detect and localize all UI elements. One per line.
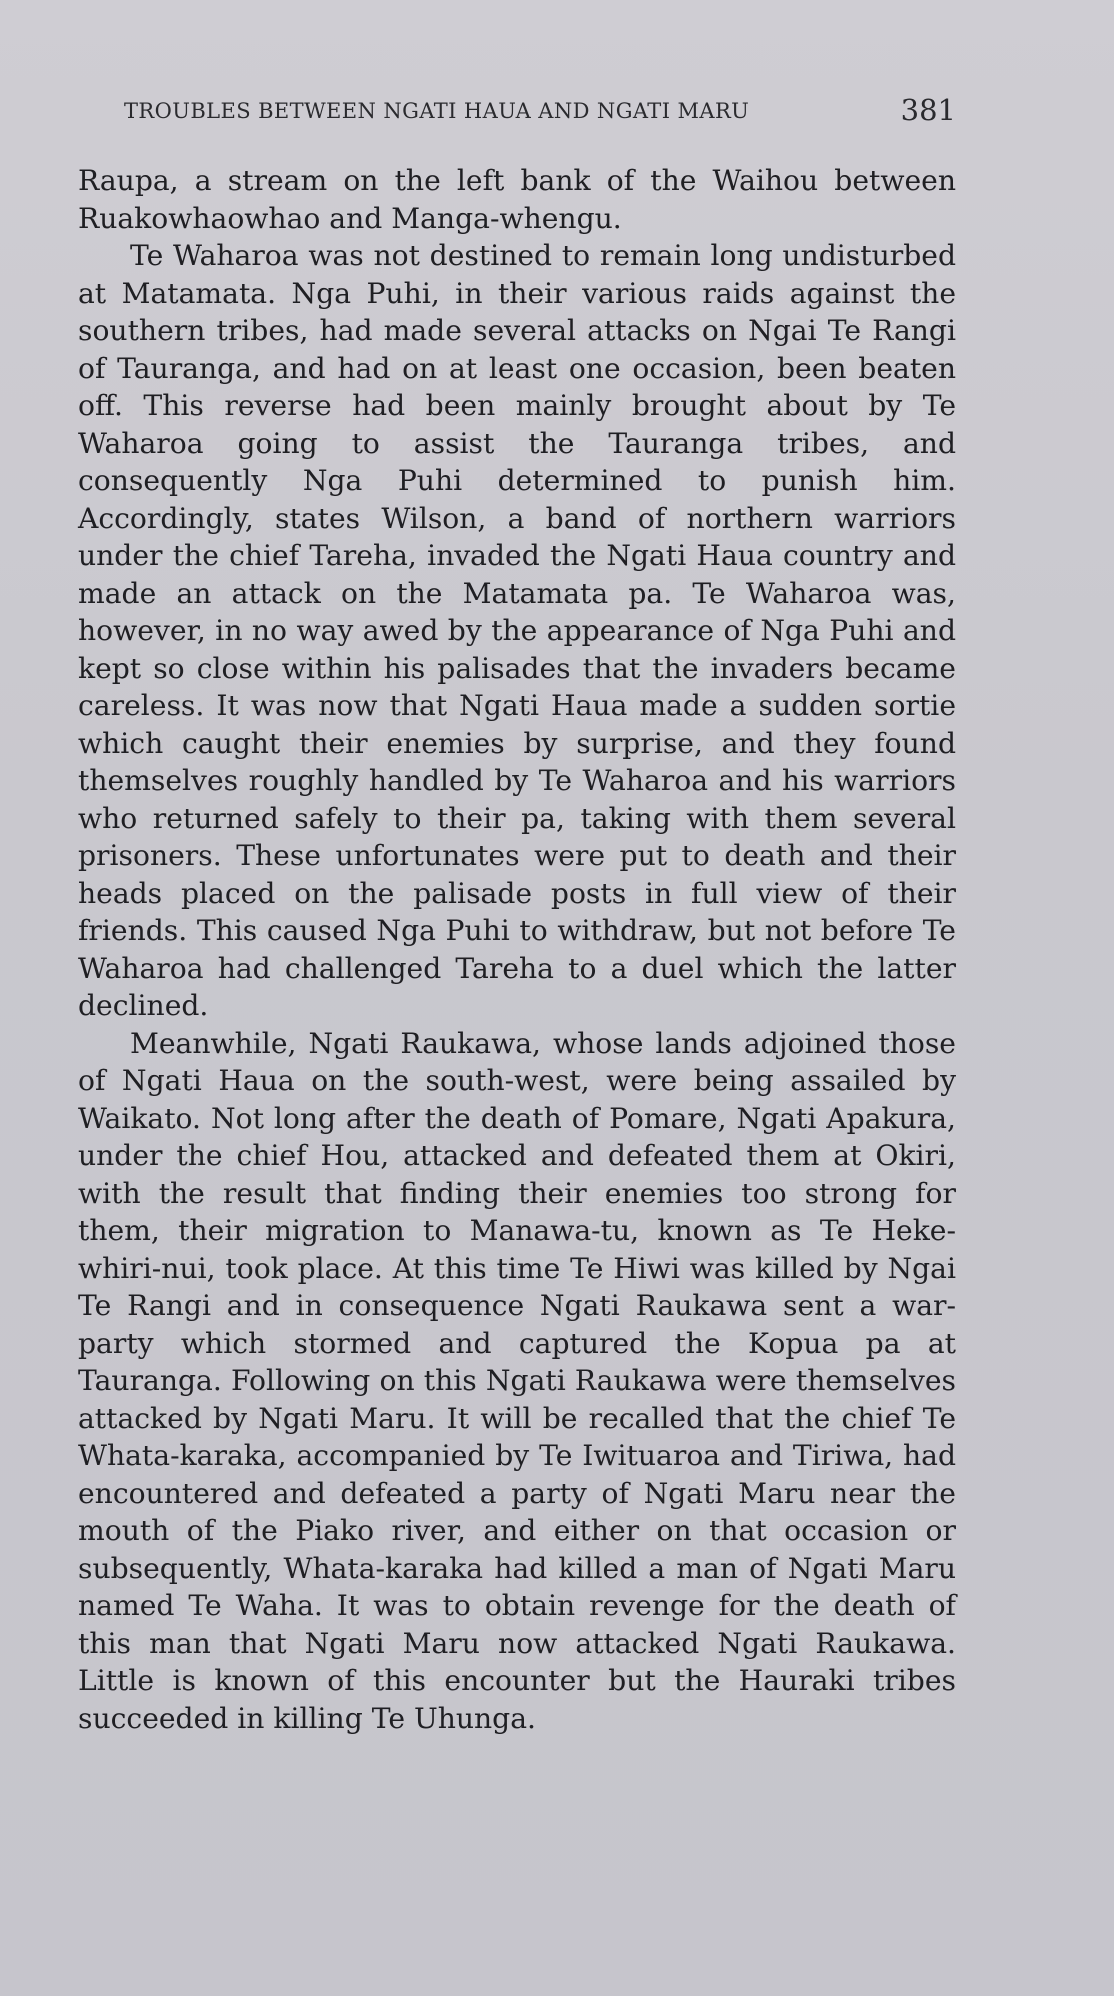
paragraph-te-waharoa: Te Waharoa was not destined to remain long undisturbed at Matamata. Nga Puhi, in their various raids against the southern tribes, had made several attacks on Ngai Te Rangi of Tauranga, and had on at least one occasion, been beaten off. This reverse had been mainly brought about by Te Waharoa going to assist the Tauranga tribes, and consequently Nga Puhi determined to punish him. Accordingly, states Wilson, a band of northern warriors under the chief Tareha, invaded the Ngati Haua country and made an attack on the Matamata pa. Te Waharoa was, however, in no way awed by the appearance of Nga Puhi and kept so close within his palisades that the invaders became careless. It was now that Ngati Haua made a sudden sortie which caught their enemies by surprise, and they found themselves roughly handled by Te Waharoa and his warriors who returned safely to their pa, taking with them several prisoners. These unfortunates were put to death and their heads placed on the palisade posts in full view of their friends. This caused Nga Puhi to withdraw, but not before Te Waharoa had challenged Tareha to a duel which the latter declined. [78, 239, 956, 1022]
running-head [124, 93, 956, 133]
paragraph-ngati-raukawa: Meanwhile, Ngati Raukawa, whose lands adjoined those of Ngati Haua on the south-west, were being assailed by Waikato. Not long after the death of Pomare, Ngati Apakura, under the chief Hou, attacked and defeated them at Okiri, with the result that finding their enemies too strong for them, their migration to Manawa-tu, known as Te Heke-whiri-nui, took place. At this time Te Hiwi was killed by Ngai Te Rangi and in consequence Ngati Raukawa sent a war-party which stormed and captured the Kopua pa at Tauranga. Following on this Ngati Raukawa were themselves attacked by Ngati Maru. It will be recalled that the chief Te Whata-karaka, accompanied by Te Iwituaroa and Tiriwa, had encountered and defeated a party of Ngati Maru near the mouth of the Piako river, and either on that occasion or subsequently, Whata-karaka had killed a man of Ngati Maru named Te Waha. It was to obtain revenge for the death of this man that Ngati Maru now attacked Ngati Raukawa. Little is known of this encounter but the Hauraki tribes succeeded in killing Te Uhunga. [78, 1026, 956, 1735]
running-title: TROUBLES BETWEEN NGATI HAUA AND NGATI MARU [124, 99, 750, 123]
paragraph-continuation: Raupa, a stream on the left bank of the Waihou between Ruakowhaowhao and Manga-whengu. [78, 164, 956, 235]
page-number: 381 [900, 93, 956, 127]
body-text [78, 162, 956, 1737]
